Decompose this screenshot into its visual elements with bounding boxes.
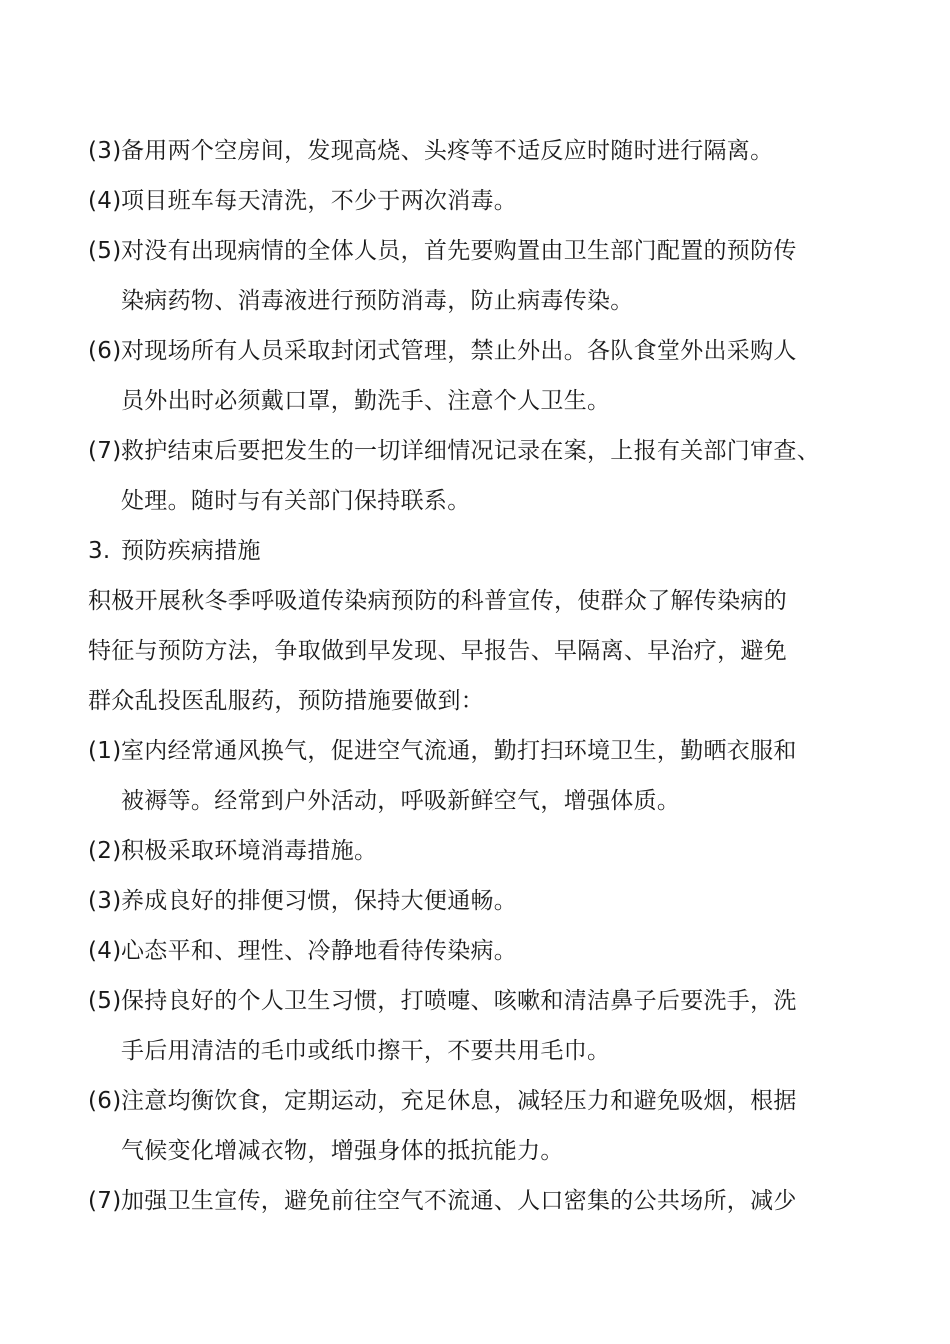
- item-text: 救护结束后要把发生的一切详细情况记录在案，上报有关部门审查、: [121, 438, 820, 464]
- list-item: [88, 326, 878, 376]
- item-text: 注意均衡饮食，定期运动，充足休息，减轻压力和避免吸烟，根据: [121, 1088, 797, 1114]
- paragraph-line: 群众乱投医乱服药，预防措施要做到：: [88, 688, 485, 714]
- list-item: [88, 1176, 878, 1226]
- section-heading: [88, 526, 878, 576]
- item-number: (4): [88, 938, 122, 964]
- item-text: 室内经常通风换气，促进空气流通，勤打扫环境卫生，勤晒衣服和: [121, 738, 797, 764]
- item-text: 对没有出现病情的全体人员，首先要购置由卫生部门配置的预防传: [121, 238, 797, 264]
- item-number: (4): [88, 188, 122, 214]
- item-text: 项目班车每天清洗，不少于两次消毒。: [121, 188, 518, 214]
- item-text: 保持良好的个人卫生习惯，打喷嚏、咳嗽和清洁鼻子后要洗手，洗: [121, 988, 797, 1014]
- item-number: (5): [88, 988, 122, 1014]
- item-number: (5): [88, 238, 122, 264]
- item-text: 心态平和、理性、冷静地看待传染病。: [121, 938, 518, 964]
- item-number: (1): [88, 738, 122, 764]
- list-item: [88, 176, 878, 226]
- list-item: [88, 876, 878, 926]
- list-item: [88, 726, 878, 776]
- document-body: [88, 126, 878, 1226]
- list-item: [88, 926, 878, 976]
- item-text-continuation: 处理。随时与有关部门保持联系。: [121, 488, 471, 514]
- list-item: [88, 426, 878, 476]
- item-number: (2): [88, 838, 122, 864]
- list-item: [88, 1076, 878, 1126]
- item-text: 积极采取环境消毒措施。: [121, 838, 378, 864]
- item-text: 养成良好的排便习惯，保持大便通畅。: [121, 888, 518, 914]
- item-text-continuation: 染病药物、消毒液进行预防消毒，防止病毒传染。: [121, 288, 634, 314]
- list-item: [88, 126, 878, 176]
- list-item: [88, 226, 878, 276]
- item-number: (3): [88, 138, 122, 164]
- item-text-continuation: 手后用清洁的毛巾或纸巾擦干，不要共用毛巾。: [121, 1038, 611, 1064]
- item-number: (6): [88, 1088, 122, 1114]
- list-item: [88, 826, 878, 876]
- item-text-continuation: 员外出时必须戴口罩，勤洗手、注意个人卫生。: [121, 388, 611, 414]
- item-text-continuation: 被褥等。经常到户外活动，呼吸新鲜空气，增强体质。: [121, 788, 681, 814]
- item-text: 加强卫生宣传，避免前往空气不流通、人口密集的公共场所，减少: [121, 1188, 797, 1214]
- item-number: (3): [88, 888, 122, 914]
- item-number: (7): [88, 438, 122, 464]
- section-number: 3.: [88, 538, 111, 564]
- item-text: 对现场所有人员采取封闭式管理，禁止外出。各队食堂外出采购人: [121, 338, 797, 364]
- paragraph-line: 特征与预防方法，争取做到早发现、早报告、早隔离、早治疗，避免: [88, 638, 787, 664]
- item-text: 备用两个空房间，发现高烧、头疼等不适反应时随时进行隔离。: [121, 138, 774, 164]
- item-text-continuation: 气候变化增减衣物，增强身体的抵抗能力。: [121, 1138, 564, 1164]
- section-title: 预防疾病措施: [121, 538, 261, 564]
- list-item: [88, 976, 878, 1026]
- item-number: (6): [88, 338, 122, 364]
- item-number: (7): [88, 1188, 122, 1214]
- paragraph-line: 积极开展秋冬季呼吸道传染病预防的科普宣传，使群众了解传染病的: [88, 588, 787, 614]
